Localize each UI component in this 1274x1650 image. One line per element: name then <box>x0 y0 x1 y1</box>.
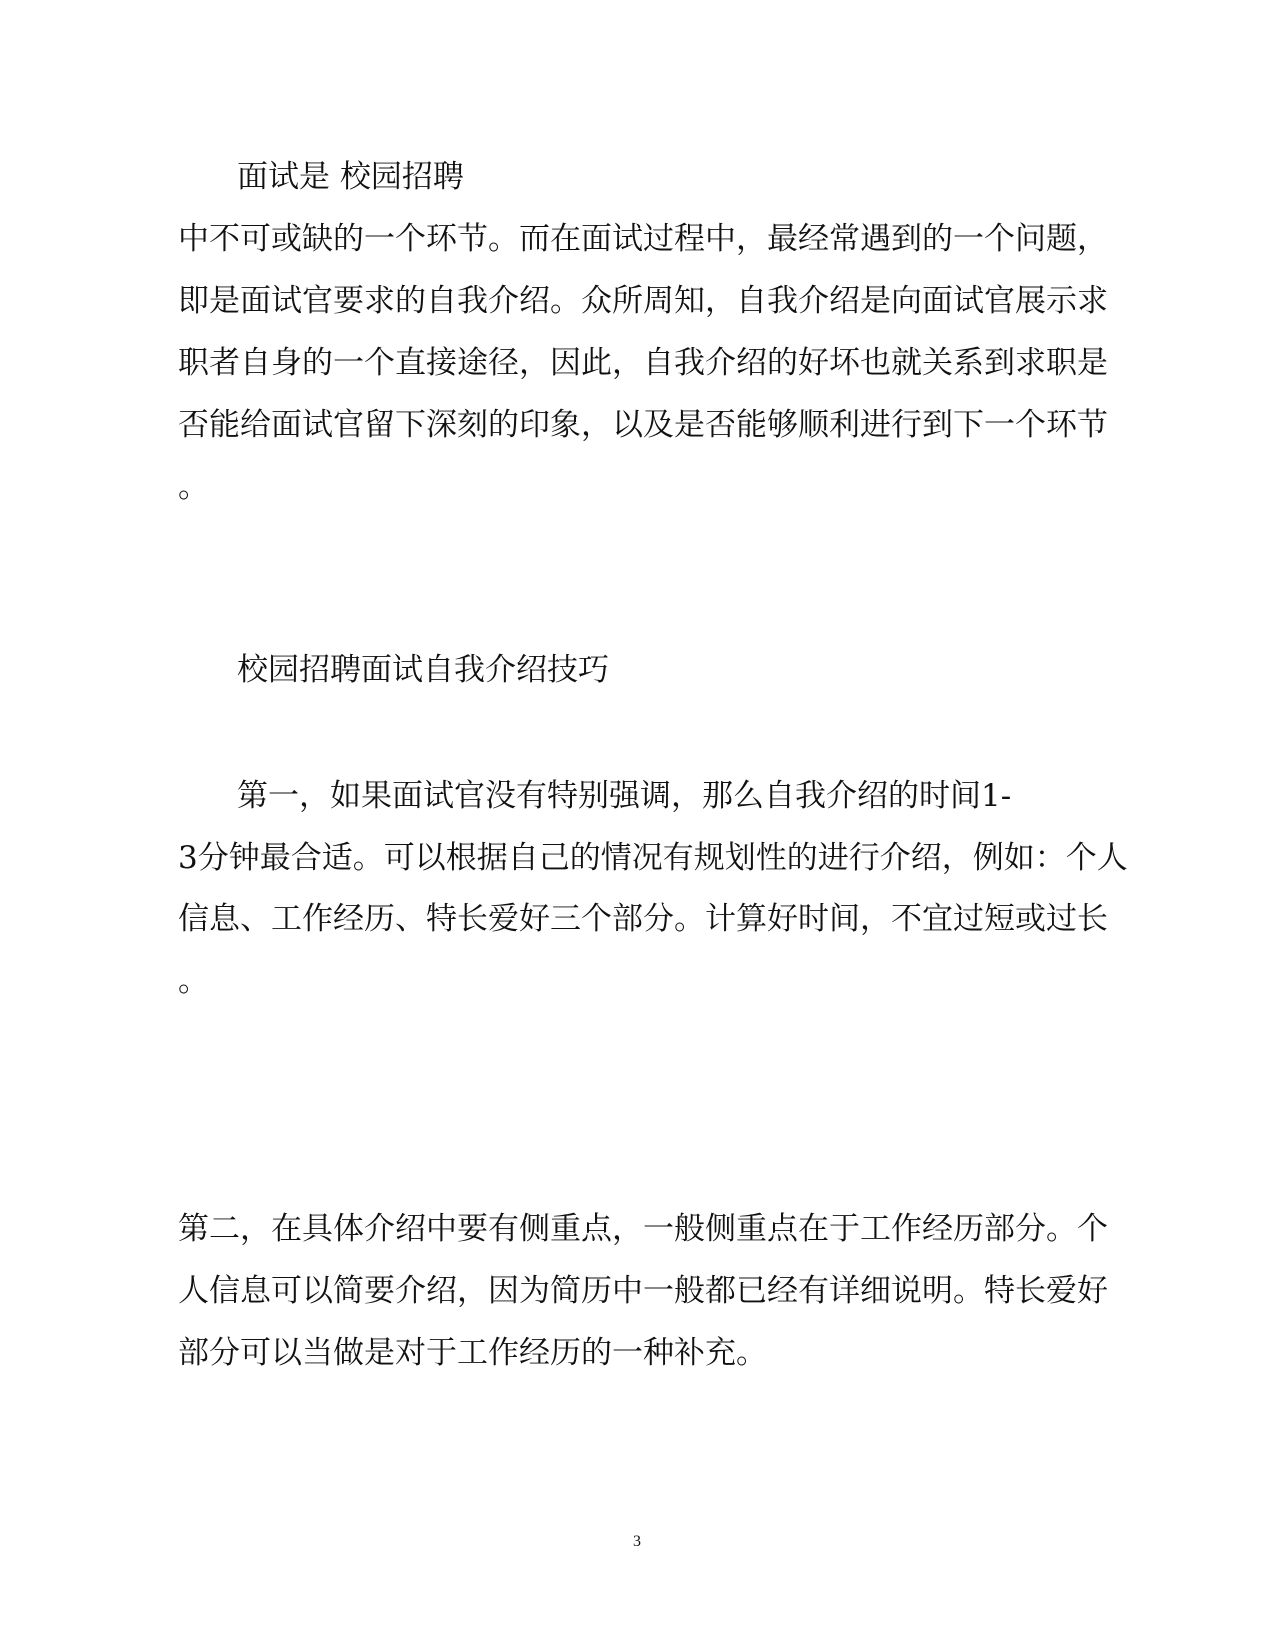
paragraph-3-line-1: 第一，如果面试官没有特别强调，那么自我介绍的时间1- <box>237 778 1012 814</box>
paragraph-4-line-2: 人信息可以简要介绍，因为简历中一般都已经有详细说明。特长爱好 <box>178 1273 1108 1309</box>
paragraph-3-line-3: 信息、工作经历、特长爱好三个部分。计算好时间，不宜过短或过长 <box>178 901 1108 937</box>
section-heading: 校园招聘面试自我介绍技巧 <box>237 652 609 688</box>
paragraph-1-line-6: 。 <box>178 469 209 505</box>
paragraph-4-line-1: 第二，在具体介绍中要有侧重点，一般侧重点在于工作经历部分。个 <box>178 1211 1108 1247</box>
paragraph-1-line-1: 面试是 校园招聘 <box>237 159 464 195</box>
paragraph-3-line-4: 。 <box>178 963 209 999</box>
paragraph-1-line-3: 即是面试官要求的自我介绍。众所周知，自我介绍是向面试官展示求 <box>178 283 1108 319</box>
page-number: 3 <box>633 1533 641 1550</box>
paragraph-1-line-4: 职者自身的一个直接途径，因此，自我介绍的好坏也就关系到求职是 <box>178 345 1108 381</box>
paragraph-3-line-2: 3分钟最合适。可以根据自己的情况有规划性的进行介绍，例如：个人 <box>178 840 1128 876</box>
paragraph-1-line-2: 中不可或缺的一个环节。而在面试过程中，最经常遇到的一个问题， <box>178 221 1108 257</box>
paragraph-4-line-3: 部分可以当做是对于工作经历的一种补充。 <box>178 1335 767 1371</box>
paragraph-1-line-5: 否能给面试官留下深刻的印象，以及是否能够顺利进行到下一个环节 <box>178 407 1108 443</box>
